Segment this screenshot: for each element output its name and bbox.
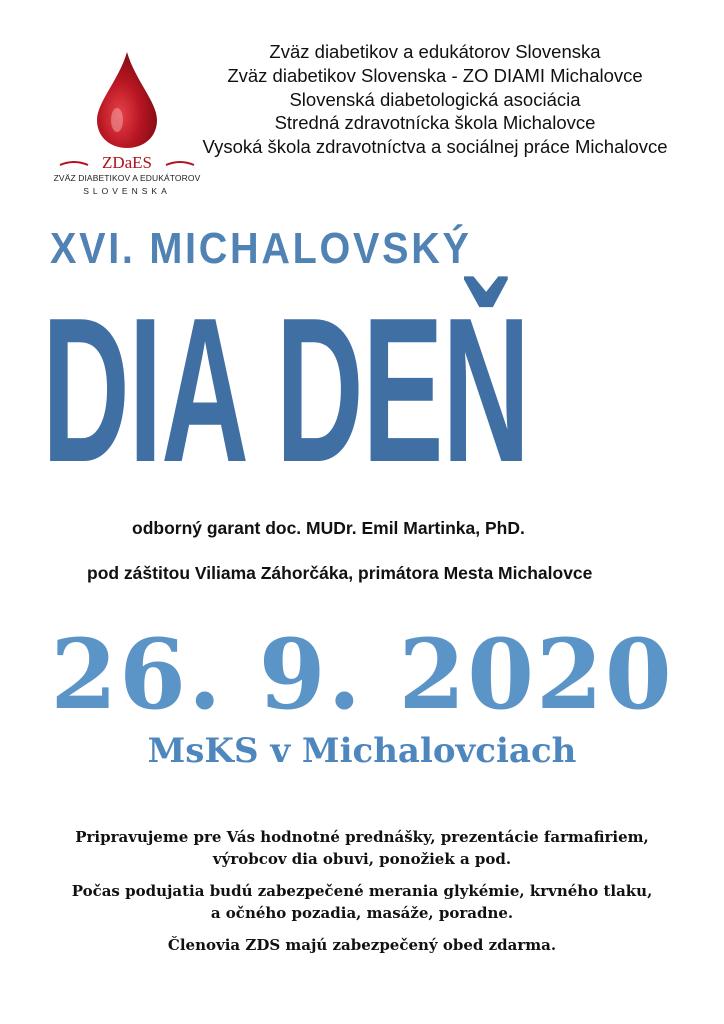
patronage: pod záštitou Viliama Záhorčáka, primátora Mesta Michalovce xyxy=(87,563,593,583)
info-line: a očného pozadia, masáže, poradne. xyxy=(210,904,514,922)
info-line: Členovia ZDS majú zabezpečený obed zdarma. xyxy=(167,936,557,954)
logo-organization-name: ZVÄZ DIABETIKOV A EDUKÁTOROV xyxy=(53,173,201,183)
blood-drop-icon xyxy=(95,50,159,150)
info-line: Počas podujatia budú zabezpečené merania glykémie, krvného tlaku, xyxy=(71,882,653,900)
organizer-item: Zväz diabetikov a edukátorov Slovenska xyxy=(269,41,601,62)
event-info xyxy=(0,826,724,966)
info-paragraph-lectures xyxy=(0,826,724,870)
info-line: výrobcov dia obuvi, ponožiek a pod. xyxy=(212,850,512,868)
organizer-item: Vysoká škola zdravotníctva a sociálnej práce Michalovce xyxy=(202,136,668,158)
info-paragraph-measurements xyxy=(0,880,724,924)
organizer-item: Slovenská diabetologická asociácia xyxy=(289,88,581,110)
organizer-item: Stredná zdravotnícka škola Michalovce xyxy=(274,112,596,134)
info-line: Pripravujeme pre Vás hodnotné prednášky, prezentácie farmafiriem, xyxy=(75,828,649,846)
info-paragraph-lunch xyxy=(0,934,724,956)
zdaes-logo xyxy=(52,40,202,196)
event-subtitle: XVI. MICHALOVSKÝ xyxy=(50,224,472,273)
event-venue: MsKS v Michalovciach xyxy=(147,731,577,771)
organizer-item: Zväz diabetikov Slovenska - ZO DIAMI Michalovce xyxy=(227,64,643,86)
logo-abbreviation: ZDaES xyxy=(101,153,153,172)
event-date: 26. 9. 2020 xyxy=(50,618,674,731)
organizers-list xyxy=(195,40,675,159)
event-title: DIA DEŇ xyxy=(42,275,529,505)
expert-guarantor: odborný garant doc. MUDr. Emil Martinka, PhD. xyxy=(132,518,525,538)
logo-country: SLOVENSKA xyxy=(83,186,171,196)
